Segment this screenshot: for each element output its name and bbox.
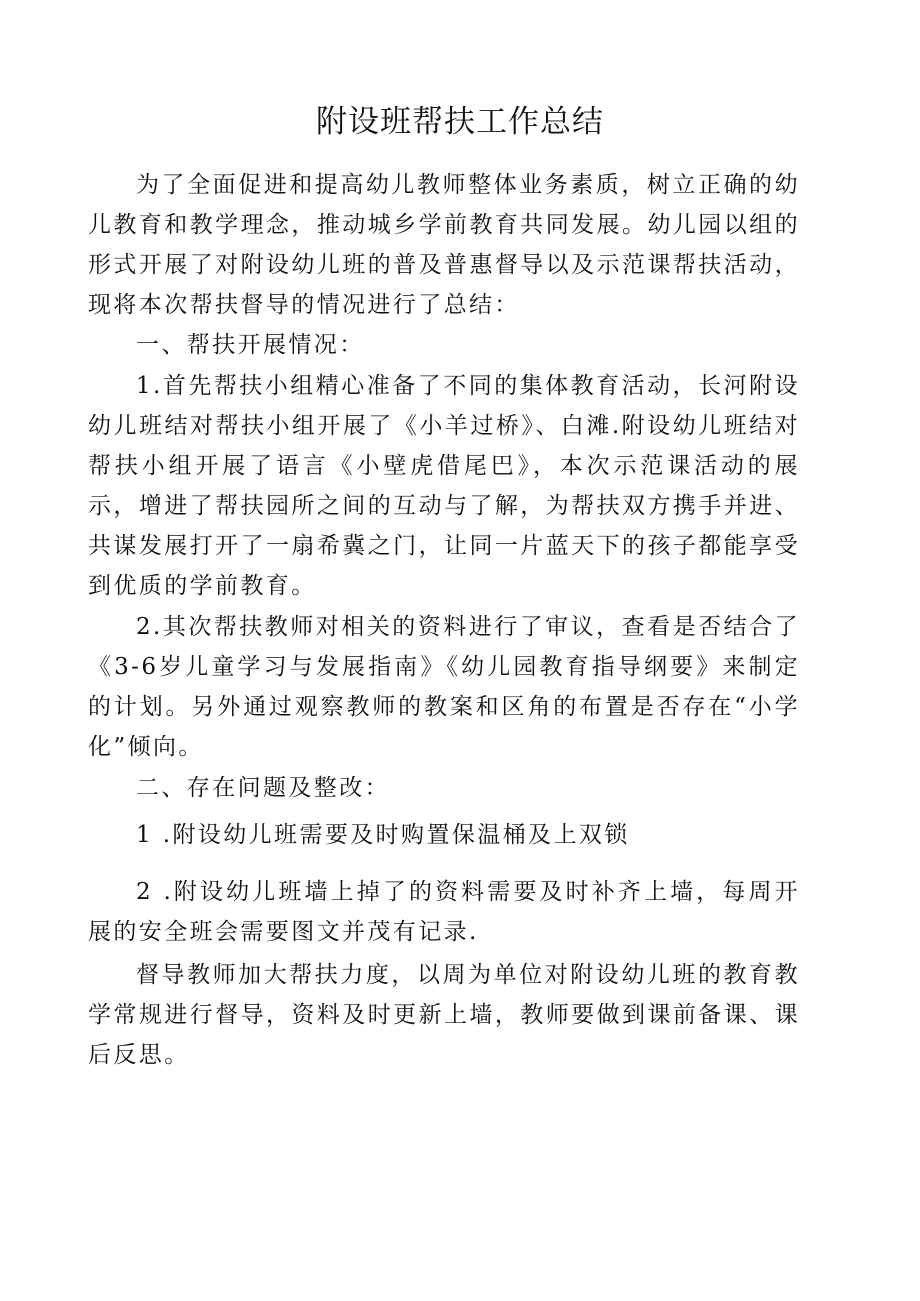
closing-paragraph: 督导教师加大帮扶力度，以周为单位对附设幼儿班的教育教学常规进行督导，资料及时更新上墙，教师要做到课前备课、课后反思。 xyxy=(88,962,800,1068)
section2-item-1: 1 .附设幼儿班需要及时购置保温桶及上双锁 xyxy=(136,822,630,848)
section2-item-2: 2 .附设幼儿班墙上掉了的资料需要及时补齐上墙，每周开展的安全班会需要图文并茂有记录. xyxy=(88,879,800,945)
section-heading-2: 二、存在问题及整改： xyxy=(136,775,390,801)
section1-item-2: 2.其次帮扶教师对相关的资料进行了审议，查看是否结合了《3-6岁儿童学习与发展指南》《幼儿园教育指导纲要》来制定的计划。另外通过观察教师的教案和区角的布置是否存在“小学化”倾向。 xyxy=(88,614,800,760)
document-title: 附设班帮扶工作总结 xyxy=(316,104,604,140)
section1-item-1: 1.首先帮扶小组精心准备了不同的集体教育活动，长河附设幼儿班结对帮扶小组开展了《小羊过桥》、白滩.附设幼儿班结对帮扶小组开展了语言《小壁虎借尾巴》，本次示范课活动的展示，增进了帮扶园所之间的互动与了解，为帮扶双方携手并进、共谋发展打开了一扇希冀之门，让同一片蓝天下的孩子都能享受到优质的学前教育。 xyxy=(88,373,800,599)
intro-paragraph: 为了全面促进和提高幼儿教师整体业务素质，树立正确的幼儿教育和教学理念，推动城乡学前教育共同发展。幼儿园以组的形式开展了对附设幼儿班的普及普惠督导以及示范课帮扶活动，现将本次帮扶督导的情况进行了总结： xyxy=(88,172,800,318)
section-heading-1: 一、帮扶开展情况： xyxy=(136,332,365,358)
